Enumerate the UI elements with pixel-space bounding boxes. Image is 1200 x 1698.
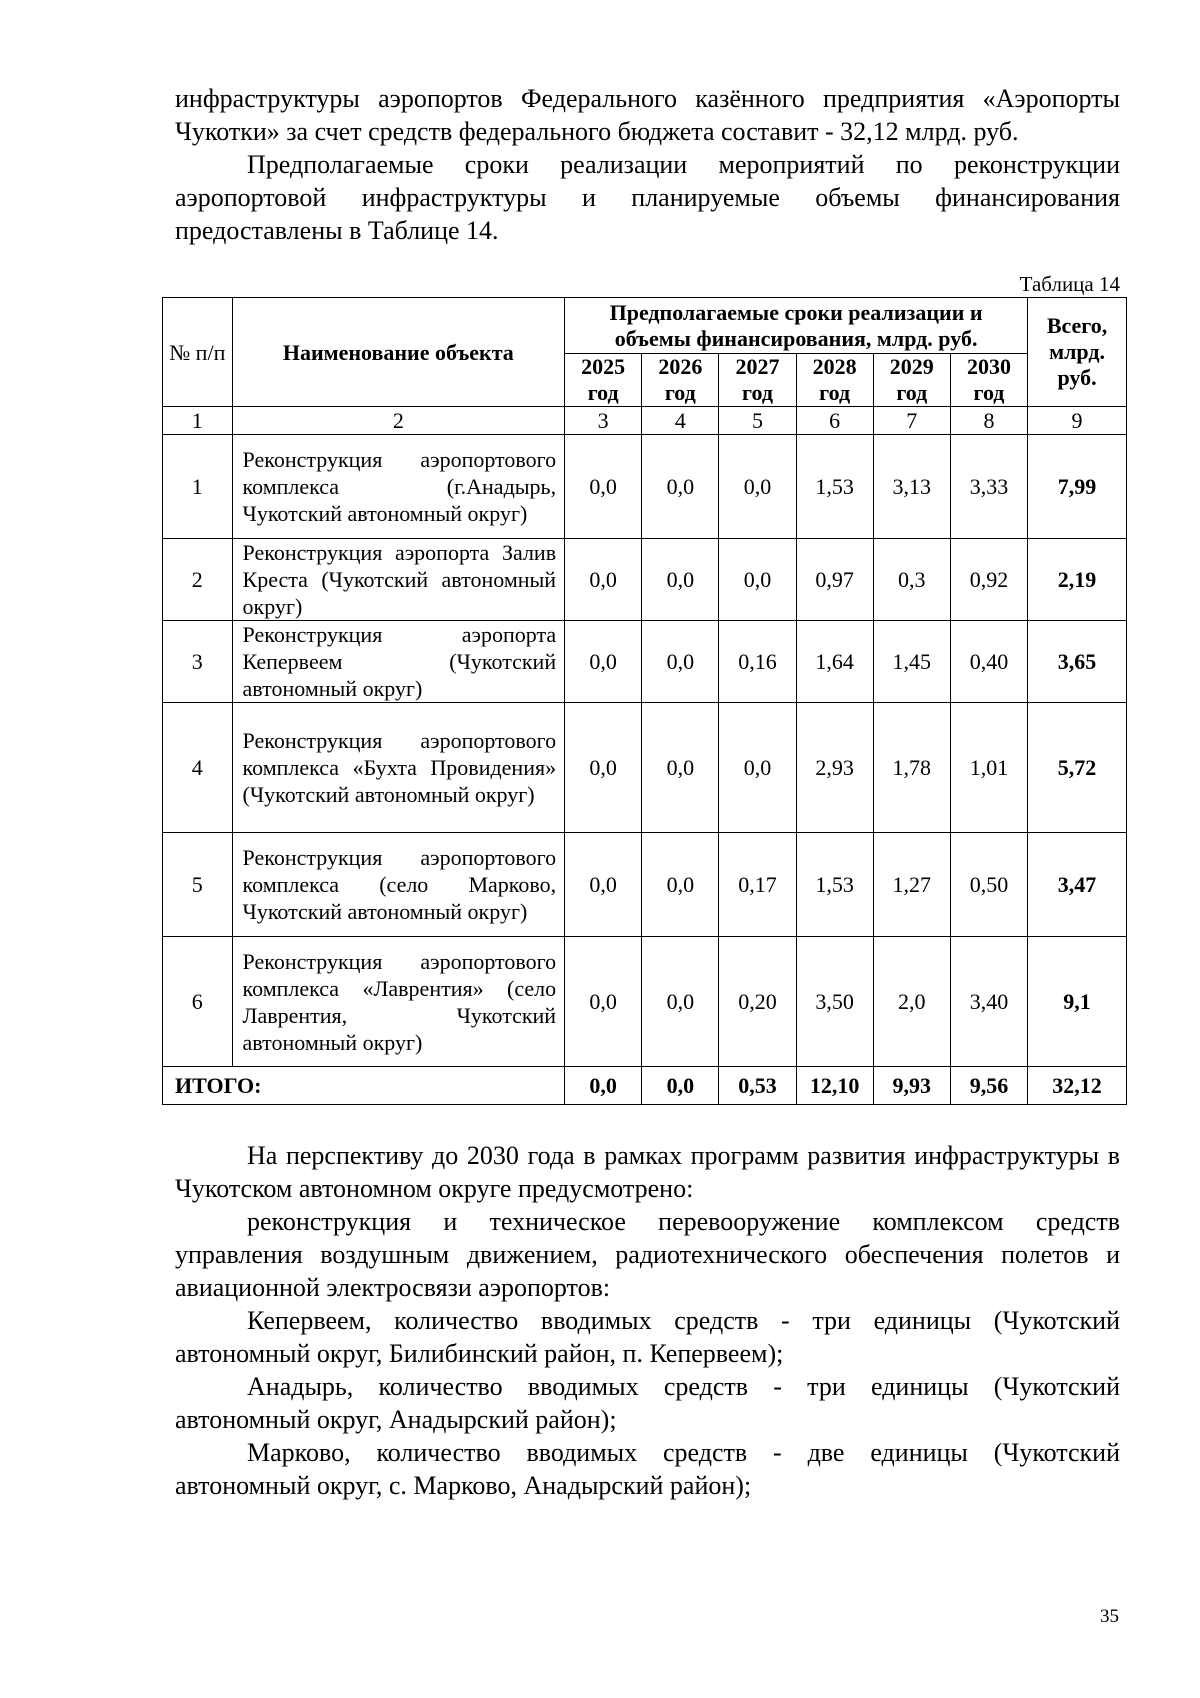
intro-paragraph-1: инфраструктуры аэропортов Федерального казённого предприятия «Аэропорты Чукотки» за счет средств федерального бюджета составит - 32,12 млрд. руб.: [175, 84, 1120, 146]
value-cell: 1,64: [796, 621, 873, 703]
outro-paragraph: Марково, количество вводимых средств - две единицы (Чукотский автономный округ, с. Марково, Анадырский район);: [175, 1438, 1120, 1500]
value-cell: 0,0: [642, 937, 719, 1067]
value-cell: 3,50: [796, 937, 873, 1067]
value-cell: 0,20: [719, 937, 796, 1067]
value-cell: 0,0: [719, 703, 796, 833]
financing-table: [162, 297, 1127, 1105]
row-number: 1: [163, 435, 233, 539]
value-cell: 3,40: [950, 937, 1027, 1067]
value-cell: 3,33: [950, 435, 1027, 539]
table-row: [163, 435, 1127, 539]
totals-cell: 9,93: [873, 1067, 950, 1105]
value-cell: 0,0: [719, 539, 796, 621]
intro-paragraph-2: Предполагаемые сроки реализации мероприятий по реконструкции аэропортовой инфраструктуры и планируемые объемы финансирования предоставлены в Таблице 14.: [175, 150, 1120, 245]
header-year: 2026 год: [642, 354, 719, 407]
column-number: 1: [163, 407, 233, 435]
value-cell: 1,27: [873, 833, 950, 937]
value-cell: 0,0: [565, 435, 642, 539]
totals-row: [163, 1067, 1127, 1105]
column-number: 9: [1028, 407, 1127, 435]
value-cell: 2,93: [796, 703, 873, 833]
value-cell: 0,0: [565, 937, 642, 1067]
row-total: 2,19: [1028, 539, 1127, 621]
value-cell: 0,92: [950, 539, 1027, 621]
value-cell: 0,0: [642, 703, 719, 833]
row-total: 9,1: [1028, 937, 1127, 1067]
document-page: [169, 82, 1120, 1502]
table-row: [163, 703, 1127, 833]
row-total: 3,65: [1028, 621, 1127, 703]
column-number: 2: [232, 407, 565, 435]
header-name: Наименование объекта: [232, 298, 565, 407]
row-number: 4: [163, 703, 233, 833]
row-total: 3,47: [1028, 833, 1127, 937]
value-cell: 1,53: [796, 435, 873, 539]
outro-paragraph: Кепервеем, количество вводимых средств - три единицы (Чукотский автономный округ, Билибинский район, п. Кепервеем);: [175, 1306, 1120, 1368]
value-cell: 0,0: [642, 435, 719, 539]
table-header: [163, 298, 1127, 435]
table-body: [163, 435, 1127, 1067]
outro-text: [175, 1139, 1120, 1502]
totals-label: ИТОГО:: [163, 1067, 565, 1105]
value-cell: 0,0: [642, 621, 719, 703]
header-year: 2025 год: [565, 354, 642, 407]
value-cell: 0,0: [565, 621, 642, 703]
value-cell: 0,0: [642, 539, 719, 621]
row-total: 7,99: [1028, 435, 1127, 539]
value-cell: 0,0: [565, 703, 642, 833]
page-number: 35: [1100, 1606, 1119, 1627]
value-cell: 0,17: [719, 833, 796, 937]
outro-paragraph: реконструкция и техническое перевооружение комплексом средств управления воздушным движением, радиотехнического обеспечения полетов и авиационной электросвязи аэропортов:: [175, 1207, 1120, 1302]
totals-cell: 0,0: [642, 1067, 719, 1105]
value-cell: 0,0: [565, 833, 642, 937]
value-cell: 0,0: [565, 539, 642, 621]
value-cell: 1,53: [796, 833, 873, 937]
object-name: Реконструкция аэропорта Кепервеем (Чукотский автономный округ): [232, 621, 565, 703]
header-year: 2028 год: [796, 354, 873, 407]
object-name: Реконструкция аэропорта Залив Креста (Чукотский автономный округ): [232, 539, 565, 621]
object-name: Реконструкция аэропортового комплекса «Лаврентия» (село Лаврентия, Чукотский автономный округ): [232, 937, 565, 1067]
header-period: Предполагаемые сроки реализации и объемы финансирования, млрд. руб.: [565, 298, 1028, 354]
object-name: Реконструкция аэропортового комплекса (село Марково, Чукотский автономный округ): [232, 833, 565, 937]
column-number: 4: [642, 407, 719, 435]
totals-cell: 12,10: [796, 1067, 873, 1105]
column-number: 6: [796, 407, 873, 435]
value-cell: 2,0: [873, 937, 950, 1067]
table-row: [163, 937, 1127, 1067]
value-cell: 1,45: [873, 621, 950, 703]
column-number: 5: [719, 407, 796, 435]
header-total: Всего, млрд. руб.: [1028, 298, 1127, 407]
row-number: 6: [163, 937, 233, 1067]
column-number: 8: [950, 407, 1027, 435]
value-cell: 0,16: [719, 621, 796, 703]
header-year: 2027 год: [719, 354, 796, 407]
totals-cell: 9,56: [950, 1067, 1027, 1105]
column-number: 3: [565, 407, 642, 435]
object-name: Реконструкция аэропортового комплекса «Бухта Провидения» (Чукотский автономный округ): [232, 703, 565, 833]
table-row: [163, 539, 1127, 621]
table-row: [163, 621, 1127, 703]
grand-total: 32,12: [1028, 1067, 1127, 1105]
row-number: 5: [163, 833, 233, 937]
table-label: Таблица 14: [1019, 272, 1120, 296]
header-num: № п/п: [163, 298, 233, 407]
value-cell: 0,3: [873, 539, 950, 621]
value-cell: 0,40: [950, 621, 1027, 703]
value-cell: 3,13: [873, 435, 950, 539]
table-row: [163, 833, 1127, 937]
value-cell: 1,78: [873, 703, 950, 833]
column-number: 7: [873, 407, 950, 435]
object-name: Реконструкция аэропортового комплекса (г.Анадырь, Чукотский автономный округ): [232, 435, 565, 539]
value-cell: 0,0: [642, 833, 719, 937]
column-numbers-row: [163, 407, 1127, 435]
totals-cell: 0,0: [565, 1067, 642, 1105]
header-year: 2029 год: [873, 354, 950, 407]
totals-cell: 0,53: [719, 1067, 796, 1105]
row-number: 3: [163, 621, 233, 703]
value-cell: 0,50: [950, 833, 1027, 937]
row-total: 5,72: [1028, 703, 1127, 833]
value-cell: 0,97: [796, 539, 873, 621]
value-cell: 0,0: [719, 435, 796, 539]
outro-paragraph: На перспективу до 2030 года в рамках программ развития инфраструктуры в Чукотском автономном округе предусмотрено:: [175, 1141, 1120, 1203]
header-year: 2030 год: [950, 354, 1027, 407]
value-cell: 1,01: [950, 703, 1027, 833]
row-number: 2: [163, 539, 233, 621]
outro-paragraph: Анадырь, количество вводимых средств - три единицы (Чукотский автономный округ, Анадырский район);: [175, 1372, 1120, 1434]
